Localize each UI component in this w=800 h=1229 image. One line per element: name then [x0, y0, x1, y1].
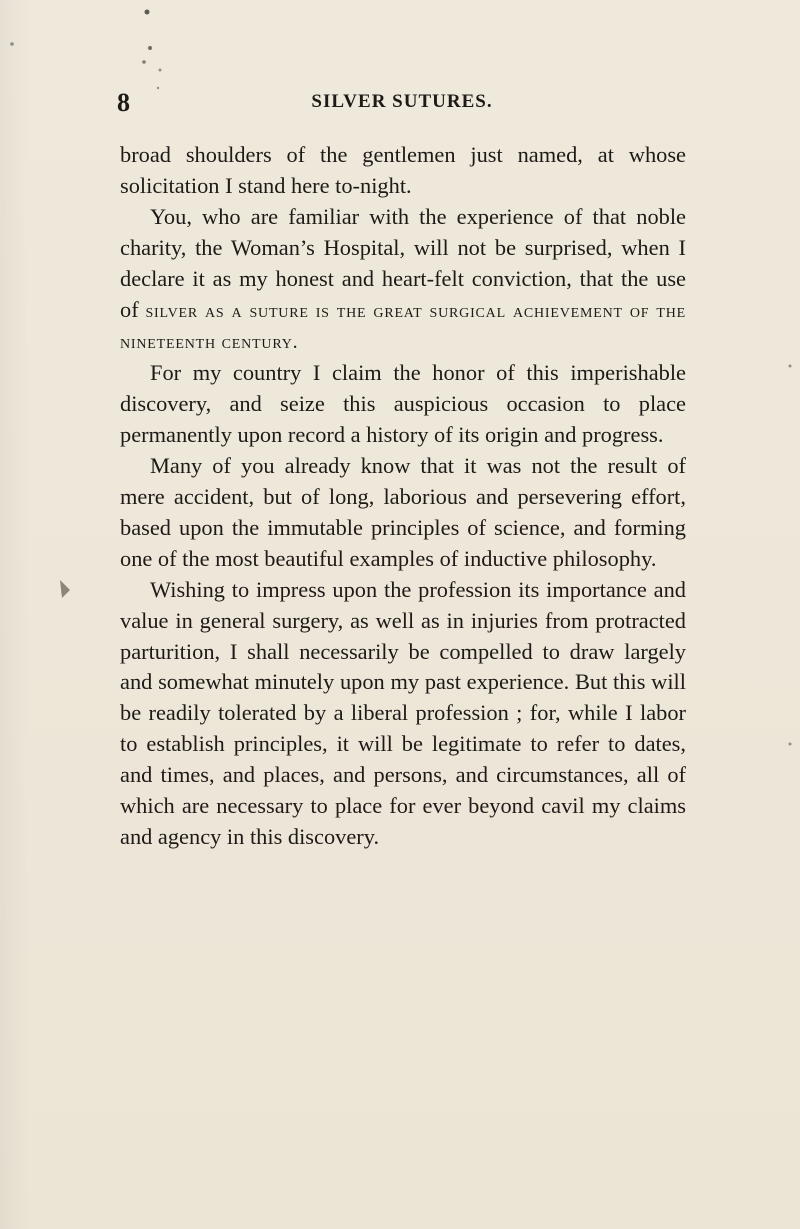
paragraph-text: For my country I claim the honor of this imperishable discovery, and seize this auspicious occasion to place permanently upon record a history of its origin and progress. — [120, 360, 686, 448]
ink-speck — [10, 42, 14, 46]
page-number: 8 — [117, 88, 131, 117]
ink-speck — [789, 365, 792, 368]
paragraph-text: Wishing to impress upon the profession its importance and value in general surgery, as well as in injuries from protracted parturition, I shall necessarily be compelled to draw largely and somewhat minutely upon my past experience. But this will be readily tolerated by a liberal profession ; for, while I labor to establish principles, it will be legitimate to refer to dates, and times, and places, and persons, and circumstances, all of which are necessary to place for ever beyond cavil my claims and agency in this discovery. — [120, 576, 686, 849]
ink-mark — [60, 580, 70, 598]
ink-speck — [142, 60, 146, 64]
paragraph-text: broad shoulders of the gentlemen just named, at whose solicitation I stand here to-night. — [120, 142, 686, 198]
body-text — [120, 140, 686, 853]
emphasized-thesis: silver as a suture is the great surgical achievement of the nineteenth century. — [120, 299, 686, 354]
running-title: SILVER SUTURES. — [311, 91, 493, 112]
paragraph — [120, 358, 686, 451]
ink-speck — [789, 743, 792, 746]
paragraph-text: You, who are familiar with the experience of that noble charity, the Woman’s Hospital, will not be surprised, when I declare it as my honest and heart-felt conviction, that the use of — [120, 203, 686, 322]
ink-speck — [159, 69, 162, 72]
paragraph — [120, 575, 686, 853]
paragraph-text: Many of you already know that it was not the result of mere accident, but of long, laborious and persevering effort, based upon the immutable principles of science, and forming one of the most beautiful examples of inductive philosophy. — [120, 453, 686, 571]
running-head — [117, 88, 687, 118]
paragraph — [120, 451, 686, 575]
paragraph — [120, 202, 686, 359]
paragraph — [120, 140, 686, 202]
ink-speck — [148, 46, 152, 50]
ink-speck — [145, 10, 150, 15]
